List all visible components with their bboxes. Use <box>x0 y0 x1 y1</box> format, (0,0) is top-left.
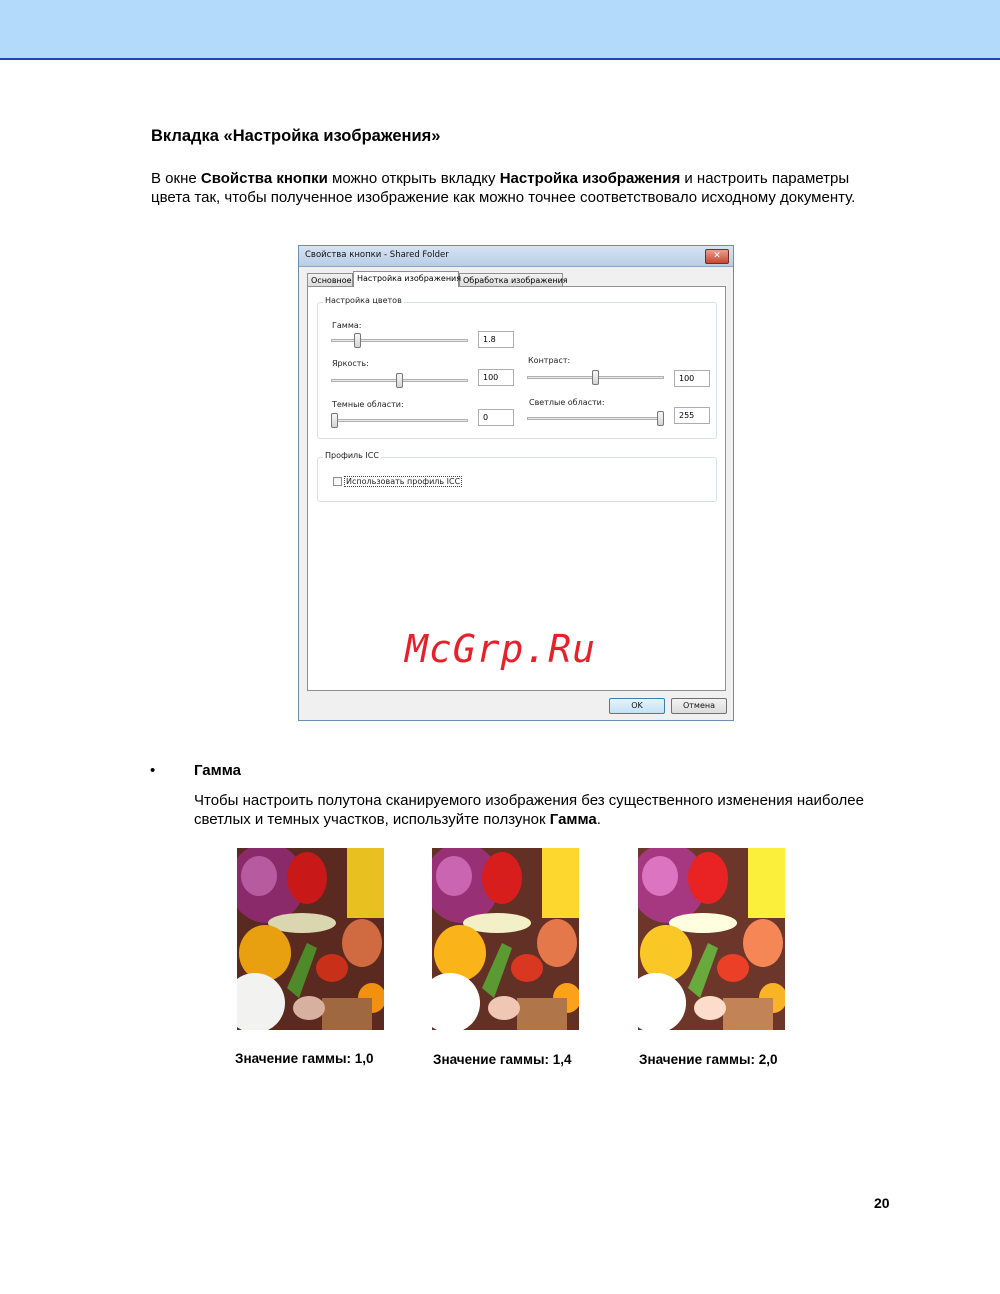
gamma-slider-thumb[interactable] <box>354 333 361 348</box>
tab-basic[interactable]: Основное <box>307 273 353 286</box>
brightness-label: Яркость: <box>332 359 369 368</box>
gamma-slider-track[interactable] <box>331 339 468 342</box>
photo-shape <box>488 996 520 1020</box>
photo-shape <box>717 954 749 982</box>
gamma-text-2: . <box>596 811 601 828</box>
photo-shape <box>688 852 728 904</box>
brightness-slider-thumb[interactable] <box>396 373 403 388</box>
close-icon[interactable]: ✕ <box>705 249 729 264</box>
photo-shape <box>342 919 382 967</box>
caption-gamma-2-0: Значение гаммы: 2,0 <box>639 1052 778 1067</box>
photo-shape <box>723 998 773 1030</box>
photo-shape <box>482 852 522 904</box>
icc-checkbox[interactable] <box>333 477 342 486</box>
photo-shape <box>241 856 277 896</box>
color-group-label: Настройка цветов <box>325 296 402 305</box>
intro-bold-1: Свойства кнопки <box>200 170 328 187</box>
vegetables-image <box>432 848 579 1030</box>
photo-gamma-2-0 <box>638 848 785 1030</box>
photo-shape <box>316 954 348 982</box>
page-number: 20 <box>874 1195 890 1211</box>
ok-button[interactable]: OK <box>609 698 665 714</box>
dialog-title: Свойства кнопки - Shared Folder <box>305 250 449 260</box>
contrast-label: Контраст: <box>528 356 571 365</box>
icc-group-label: Профиль ICC <box>325 451 379 460</box>
photo-shape <box>694 996 726 1020</box>
contrast-slider-thumb[interactable] <box>592 370 599 385</box>
gamma-text-1: Чтобы настроить полутона сканируемого изображения без существенного изменения наиболее светлых и темных участков, используйте ползунок <box>194 792 864 828</box>
photo-shape <box>511 954 543 982</box>
shadows-value-field[interactable]: 0 <box>478 409 514 426</box>
shadows-slider-thumb[interactable] <box>331 413 338 428</box>
photo-shape <box>537 919 577 967</box>
gamma-value-field[interactable]: 1.8 <box>478 331 514 348</box>
photo-shape <box>642 856 678 896</box>
photo-shape <box>347 848 384 918</box>
intro-text-3: и настроить параметры цвета так, чтобы полученное изображение как можно точнее соответствовало исходному документу. <box>151 170 856 206</box>
photo-shape <box>293 996 325 1020</box>
photo-shape <box>434 925 486 981</box>
highlights-label: Светлые области: <box>529 398 605 407</box>
bullet-icon: • <box>150 762 156 779</box>
section-heading: Вкладка «Настройка изображения» <box>151 127 441 145</box>
highlights-slider-thumb[interactable] <box>657 411 664 426</box>
shadows-label: Темные области: <box>332 400 404 409</box>
header-band <box>0 0 1000 60</box>
watermark: McGrp.Ru <box>405 627 597 671</box>
icc-checkbox-label[interactable]: Использовать профиль ICC <box>346 477 461 486</box>
photo-shape <box>748 848 785 918</box>
icc-profile-group <box>317 451 717 502</box>
photo-shape <box>517 998 567 1030</box>
caption-gamma-1-0: Значение гаммы: 1,0 <box>235 1051 374 1066</box>
gamma-paragraph <box>194 791 874 829</box>
photo-gamma-1-0 <box>237 848 384 1030</box>
cancel-button[interactable]: Отмена <box>671 698 727 714</box>
photo-shape <box>322 998 372 1030</box>
vegetables-image <box>237 848 384 1030</box>
photo-shape <box>542 848 579 918</box>
tab-image-processing[interactable]: Обработка изображения <box>459 273 563 286</box>
highlights-slider-track[interactable] <box>527 417 664 420</box>
gamma-heading: Гамма <box>194 762 241 779</box>
shadows-slider-track[interactable] <box>331 419 468 422</box>
vegetables-image <box>638 848 785 1030</box>
photo-shape <box>743 919 783 967</box>
photo-shape <box>287 852 327 904</box>
dialog-titlebar <box>299 246 733 267</box>
gamma-label: Гамма: <box>332 321 362 330</box>
gamma-bold: Гамма <box>549 811 597 828</box>
color-settings-group <box>317 296 717 439</box>
photo-shape <box>436 856 472 896</box>
tab-image-settings[interactable]: Настройка изображения <box>353 271 459 287</box>
contrast-value-field[interactable]: 100 <box>674 370 710 387</box>
caption-gamma-1-4: Значение гаммы: 1,4 <box>433 1052 572 1067</box>
brightness-value-field[interactable]: 100 <box>478 369 514 386</box>
intro-bold-2: Настройка изображения <box>499 170 681 187</box>
photo-gamma-1-4 <box>432 848 579 1030</box>
intro-text-1: В окне <box>151 170 201 187</box>
highlights-value-field[interactable]: 255 <box>674 407 710 424</box>
photo-shape <box>640 925 692 981</box>
intro-text-2: можно открыть вкладку <box>327 170 500 187</box>
intro-paragraph <box>151 169 871 207</box>
photo-shape <box>239 925 291 981</box>
